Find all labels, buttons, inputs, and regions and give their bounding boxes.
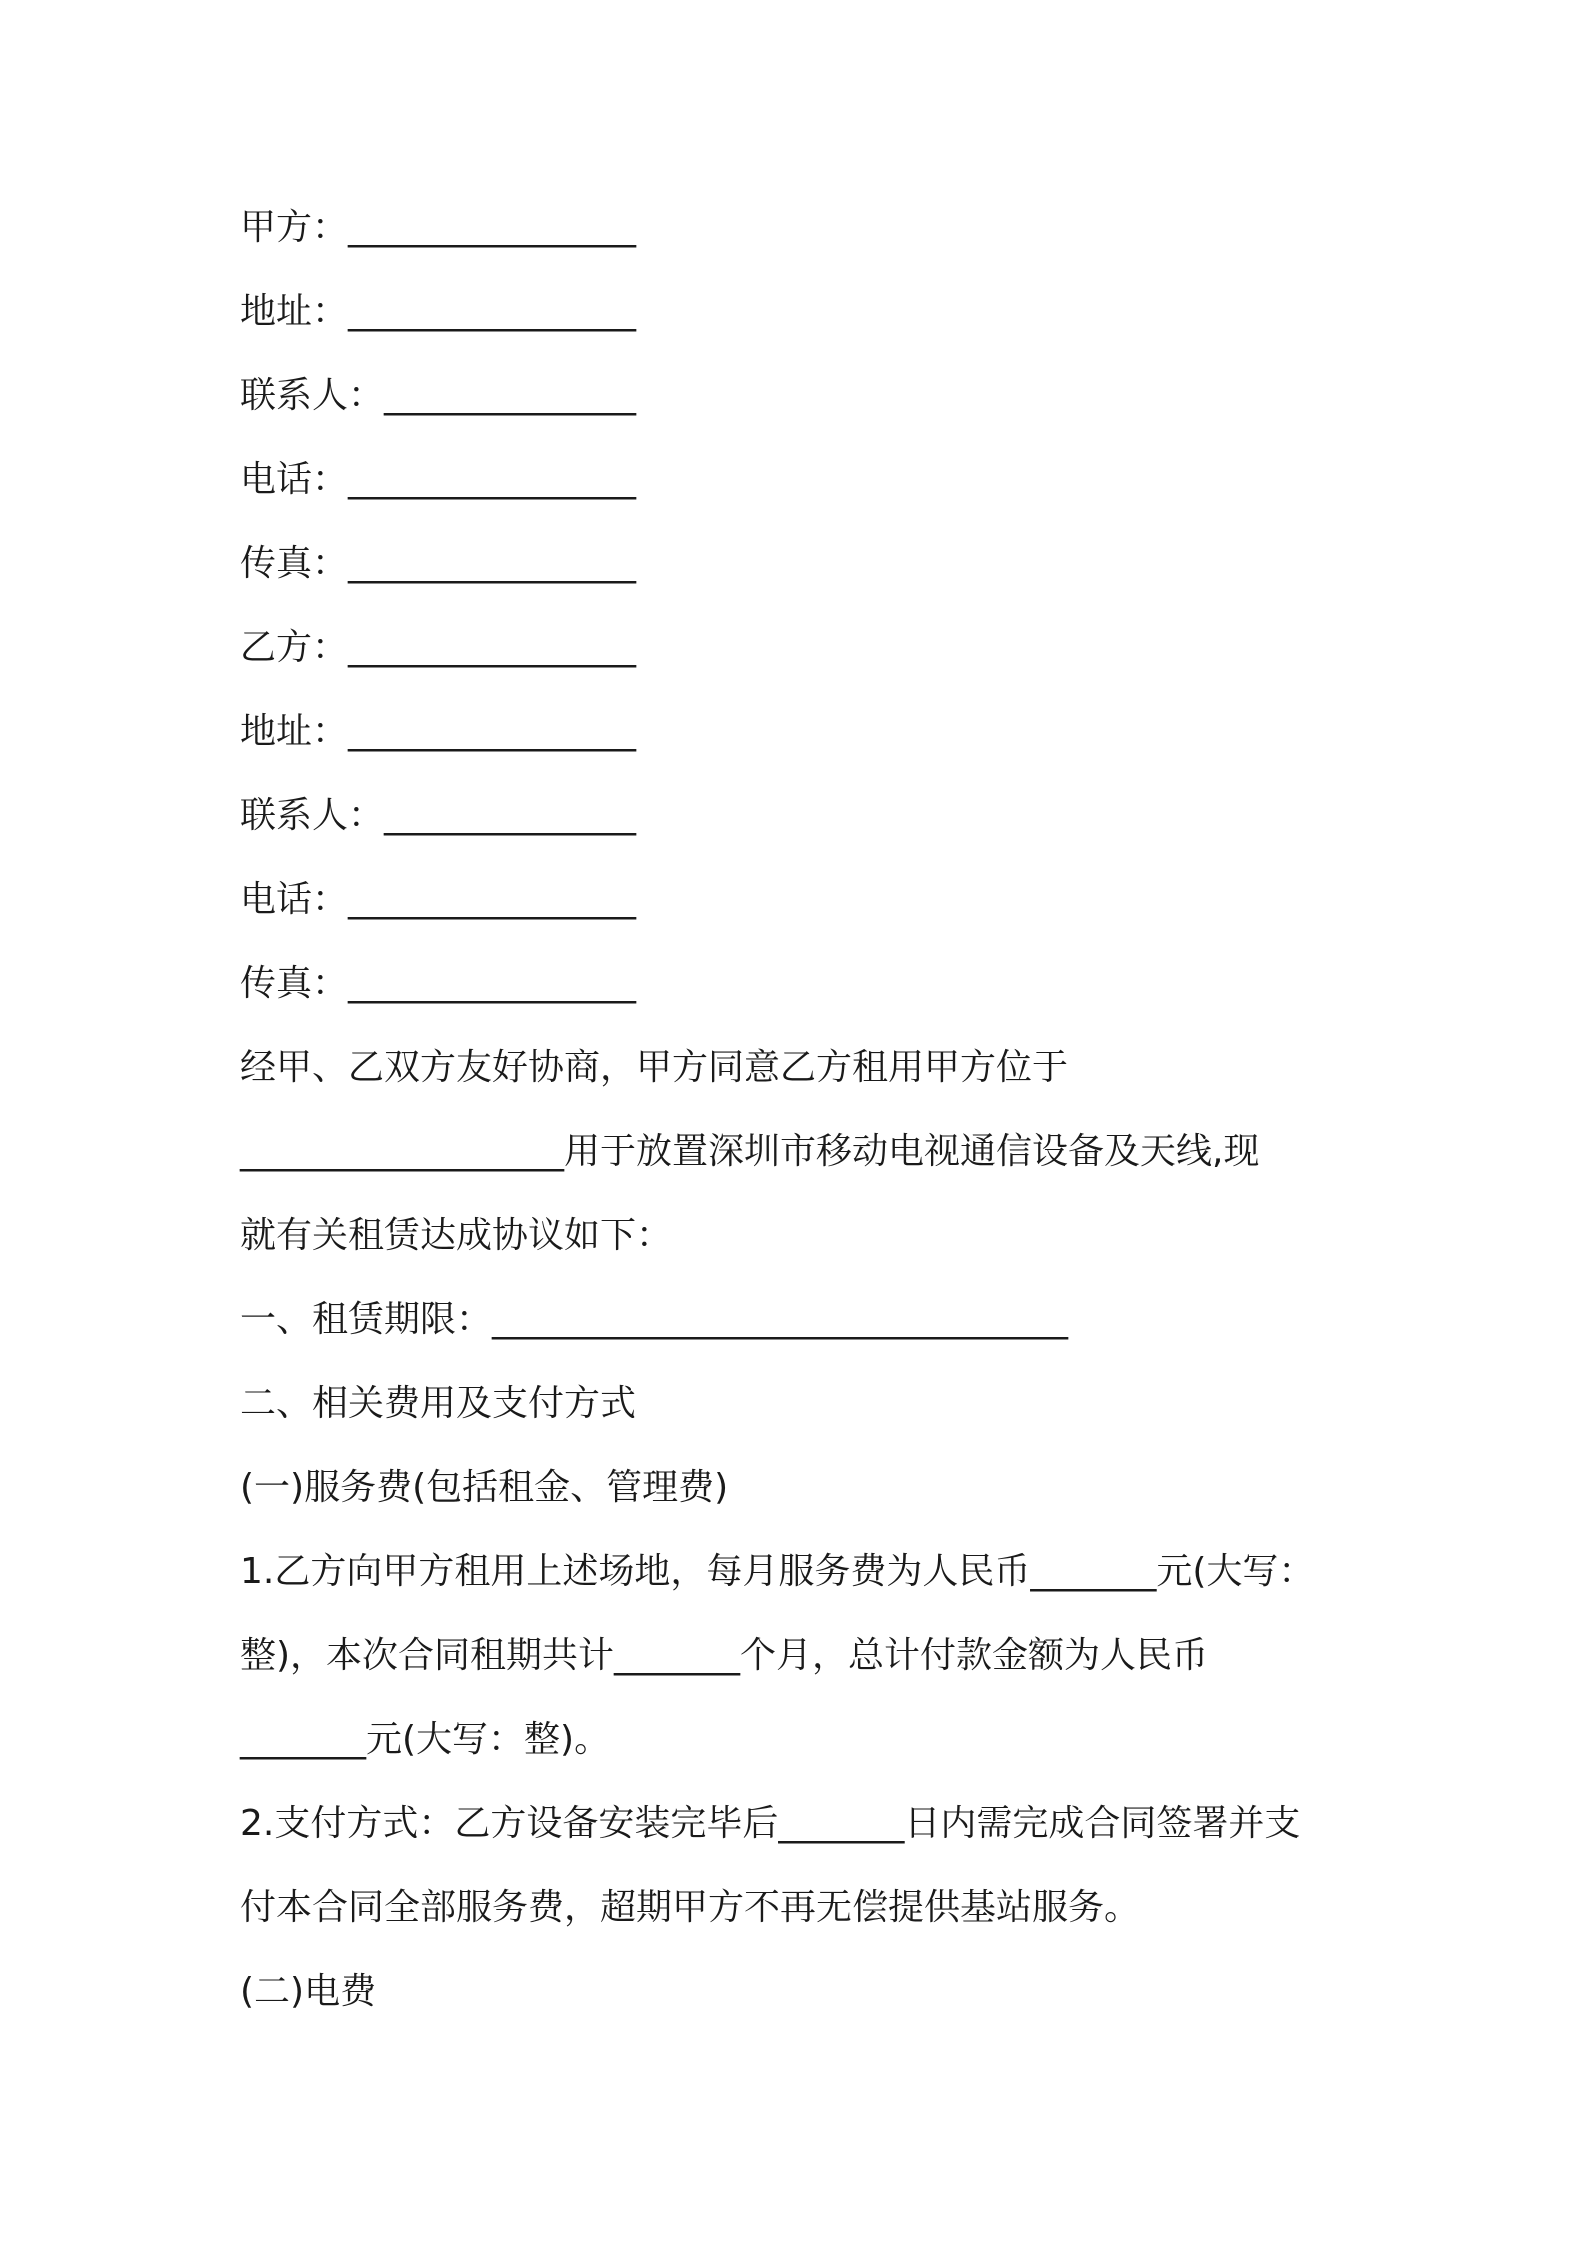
party-b-address-line: 地址：________________ xyxy=(240,711,637,752)
lease-term-line: 一、租赁期限：________________________________ xyxy=(240,1299,1069,1340)
clause-2-line-1: 2.支付方式：乙方设备安装完毕后_______日内需完成合同签署并支 xyxy=(240,1803,1301,1844)
party-b-phone-line: 电话：________________ xyxy=(240,879,637,920)
clause-2-line-2: 付本合同全部服务费，超期甲方不再无偿提供基站服务。 xyxy=(240,1887,1141,1928)
party-a-address-line: 地址：________________ xyxy=(240,291,637,332)
electricity-heading: (二)电费 xyxy=(240,1971,377,2012)
party-b-contact-line: 联系人：______________ xyxy=(240,795,637,836)
party-b-line: 乙方：________________ xyxy=(240,627,637,668)
party-a-contact-line: 联系人：______________ xyxy=(240,375,637,416)
clause-1-line-3: _______元(大写：整)。 xyxy=(240,1719,611,1760)
clause-1-line-2: 整)，本次合同租期共计_______个月，总计付款金额为人民币 xyxy=(240,1635,1209,1676)
agreement-intro-line-3: 就有关租赁达成协议如下： xyxy=(240,1215,673,1256)
service-fee-heading: (一)服务费(包括租金、管理费) xyxy=(240,1467,729,1508)
agreement-intro-line-2: __________________用于放置深圳市移动电视通信设备及天线,现 xyxy=(240,1131,1260,1172)
clause-1-line-1: 1.乙方向甲方租用上述场地，每月服务费为人民币_______元(大写： xyxy=(240,1551,1315,1592)
section-two-heading: 二、相关费用及支付方式 xyxy=(240,1383,637,1424)
party-a-fax-line: 传真：________________ xyxy=(240,543,637,584)
party-a-phone-line: 电话：________________ xyxy=(240,459,637,500)
agreement-intro-line-1: 经甲、乙双方友好协商，甲方同意乙方租用甲方位于 xyxy=(240,1047,1069,1088)
party-a-line: 甲方：________________ xyxy=(240,207,637,248)
party-b-fax-line: 传真：________________ xyxy=(240,963,637,1004)
